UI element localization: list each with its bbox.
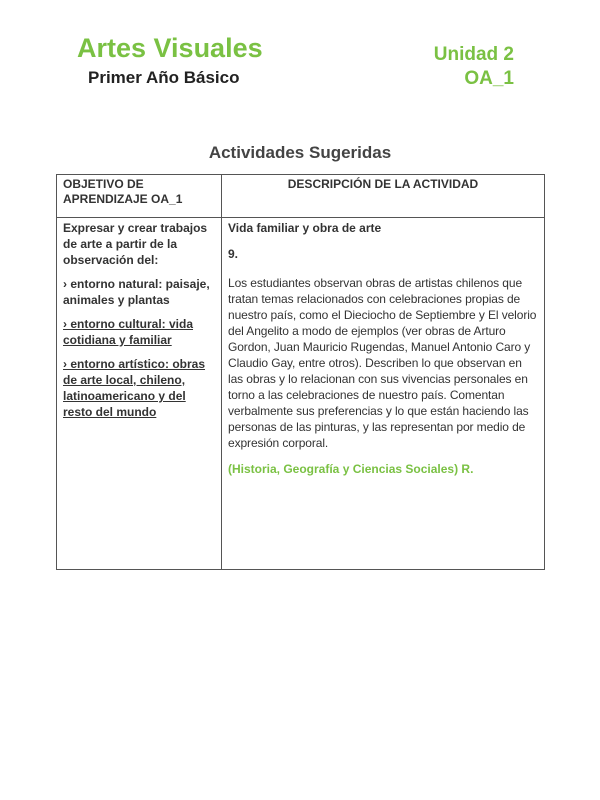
activity-description: Los estudiantes observan obras de artistas chilenos que tratan temas relacionados con celebraciones propias de nuestro país, como el Dieciocho de Septiembre y El velorio del Angelito a modo de ejemplos (ver obras de Arturo Gordon, Juan Mauricio Rugendas, Manuel Antonio Caro y Claudio Gay, entre otros). Describen lo que observan en las obras y lo relacionan con sus vivencias personales en torno a las celebraciones de nuestro país. Comentan verbalmente sus preferencias y lo que están haciendo las personas de las pinturas, y las representan por medio de expresión corporal. [228,276,537,450]
objective-column-header: OBJETIVO DE APRENDIZAJE OA_1 [57,175,222,218]
section-title: Actividades Sugeridas [208,143,392,162]
subject-title: Artes Visuales [77,33,263,63]
oa-label: OA_1 [464,68,514,89]
activity-cell [222,218,545,570]
objective-item-natural: › entorno natural: paisaje, animales y plantas [63,277,210,307]
objective-cell [57,218,222,570]
description-column-header: DESCRIPCIÓN DE LA ACTIVIDAD [222,175,545,218]
table-row [57,218,545,570]
activity-number: 9. [228,247,239,261]
activity-title: Vida familiar y obra de arte [228,221,382,235]
objective-item-artistic: › entorno artístico: obras de arte local, chileno, latinoamericano y del resto del mundo [63,357,206,419]
cross-subject-link: (Historia, Geografía y Ciencias Sociales) R. [228,462,474,476]
objective-intro: Expresar y crear trabajos de arte a partir de la observación del: [63,221,208,267]
objective-item-cultural: › entorno cultural: vida cotidiana y familiar [63,317,194,347]
table-header-row [57,175,545,218]
grade-subtitle: Primer Año Básico [88,68,240,87]
activities-table [56,174,545,570]
unit-label: Unidad 2 [433,44,514,65]
